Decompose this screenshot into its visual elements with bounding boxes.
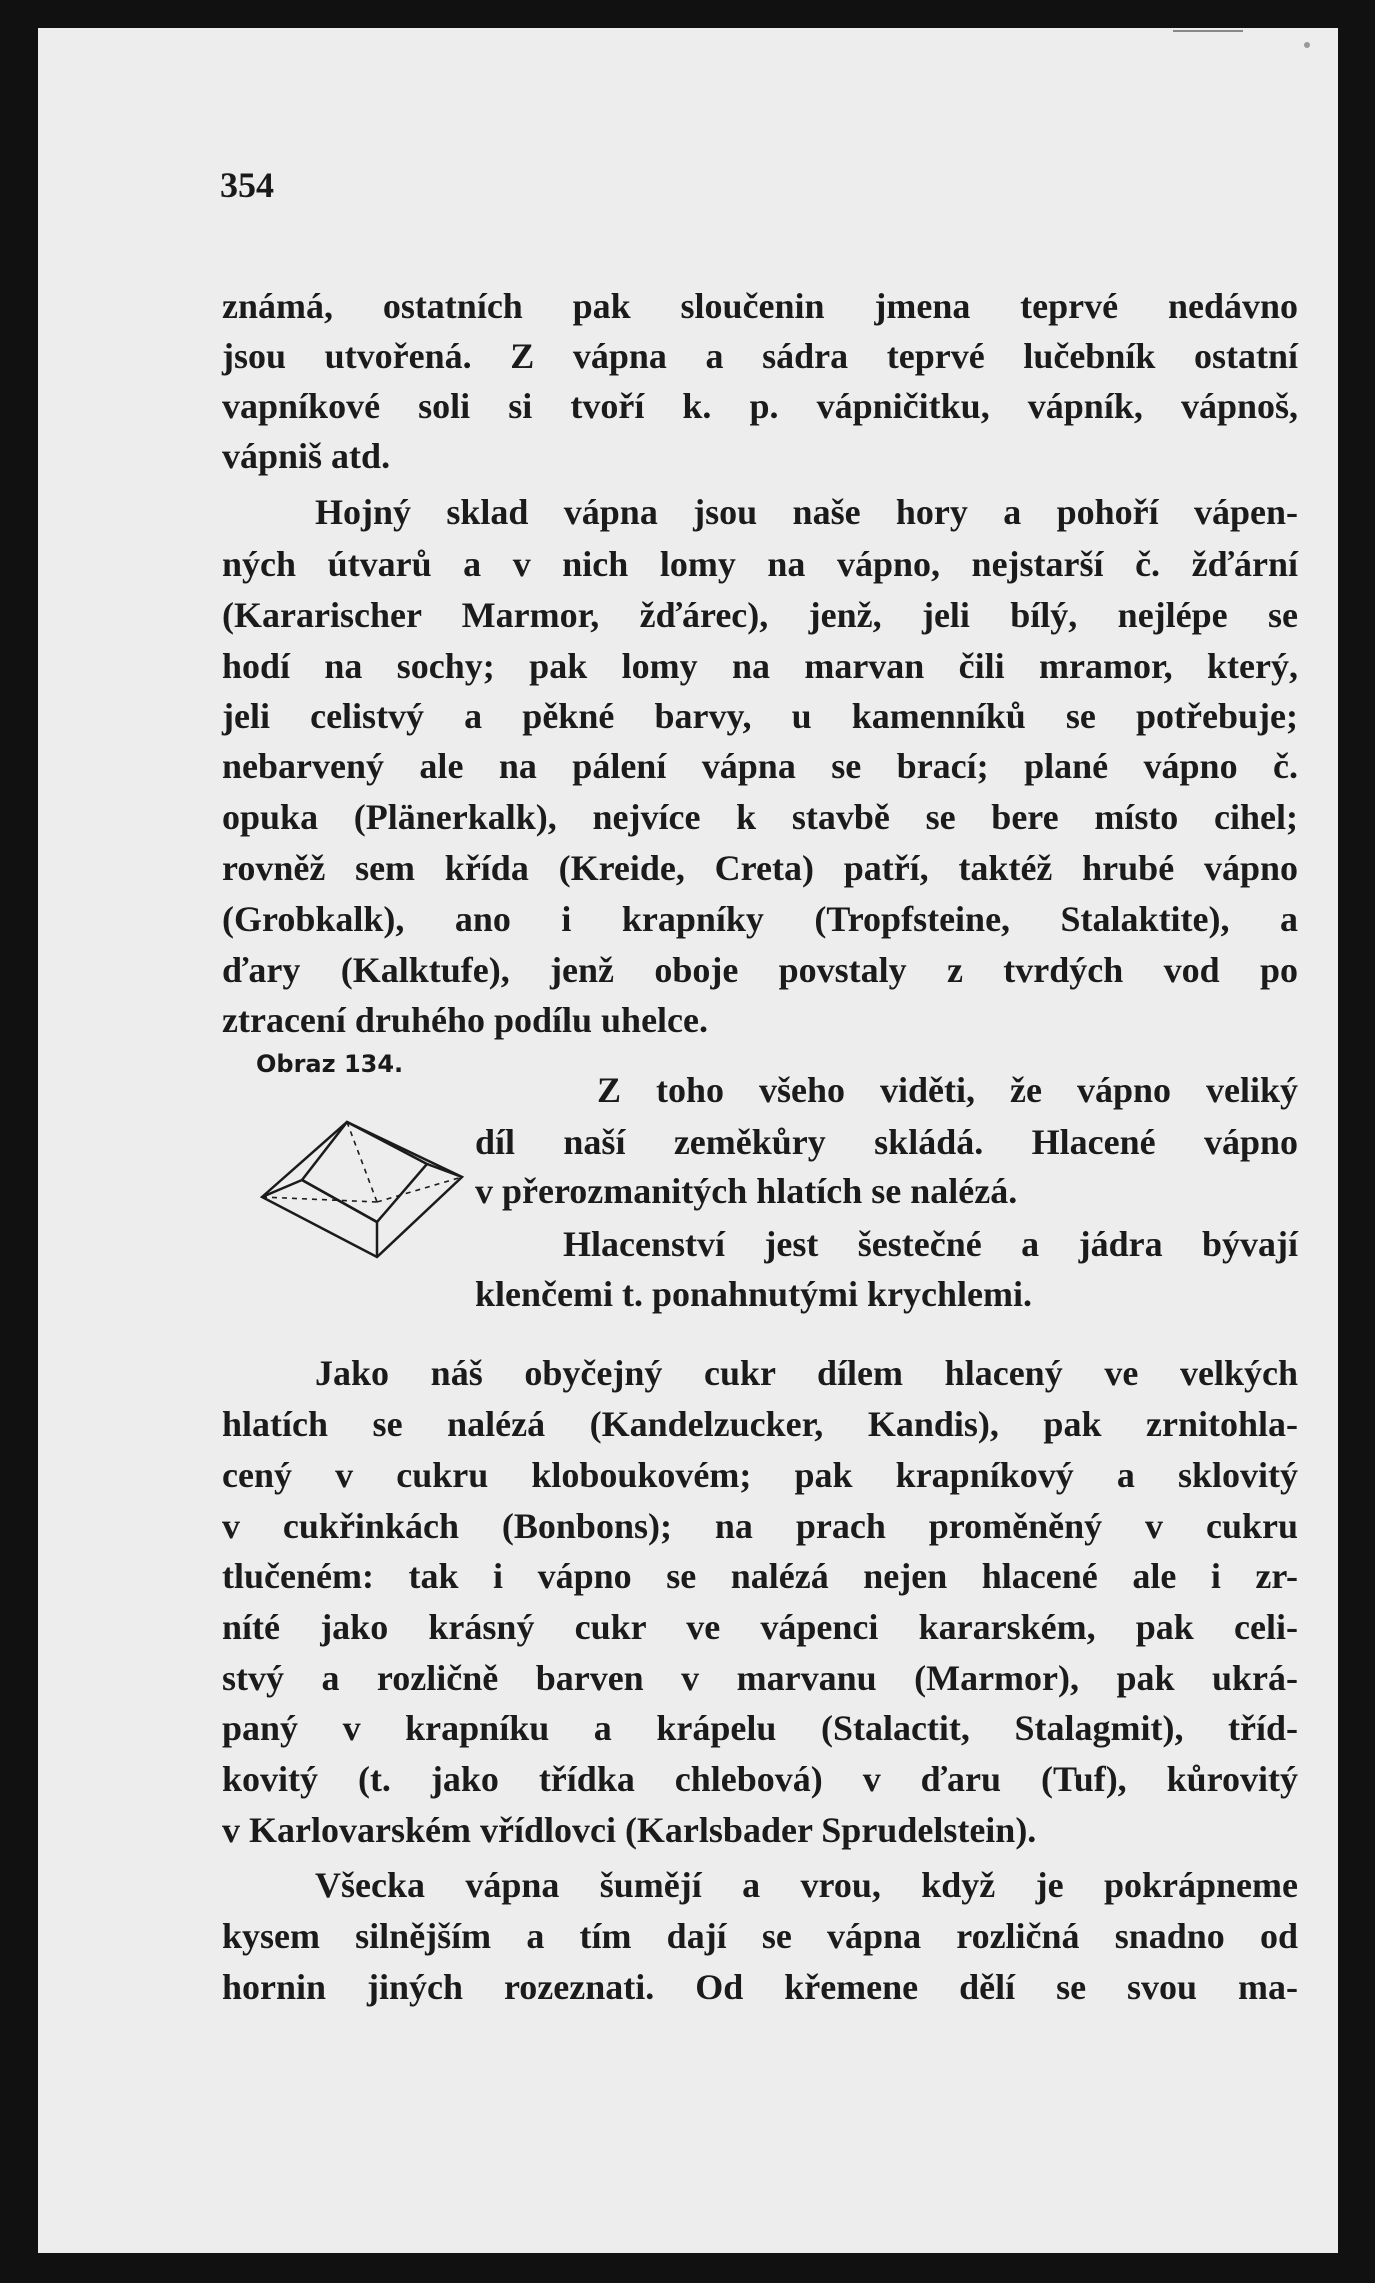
figure-caption: Obraz 134. (256, 1050, 404, 1078)
text-line: díl naší zeměkůry skládá. Hlacené vápno (475, 1122, 1298, 1162)
text-line: Hojný sklad vápna jsou naše hory a pohoří vápen- (315, 492, 1298, 532)
text-line: kysem silnějším a tím dají se vápna rozličná snadno od (222, 1916, 1298, 1956)
rhombohedron-figure (252, 1102, 472, 1267)
scan-edge-mark (1173, 30, 1243, 32)
figure-outline (262, 1122, 462, 1257)
text-line: jsou utvořená. Z vápna a sádra teprvé lučebník ostatní (222, 336, 1298, 376)
text-line: Z toho všeho viděti, že vápno veliký (597, 1070, 1298, 1110)
text-line: ných útvarů a v nich lomy na vápno, nejstarší č. žďární (222, 544, 1298, 584)
text-line: jeli celistvý a pěkné barvy, u kamenníků se potřebuje; (222, 696, 1298, 736)
text-line: v Karlovarském vřídlovci (Karlsbader Sprudelstein). (222, 1810, 1037, 1850)
text-line: rovněž sem křída (Kreide, Creta) patří, taktéž hrubé vápno (222, 848, 1298, 888)
text-line: (Kararischer Marmor, žďárec), jenž, jeli bílý, nejlépe se (222, 595, 1298, 635)
text-line: ztracení druhého podílu uhelce. (222, 1000, 709, 1040)
text-line: Jako náš obyčejný cukr dílem hlacený ve velkých (315, 1353, 1298, 1393)
text-line: klenčemi t. ponahnutými krychlemi. (475, 1274, 1033, 1314)
text-line: cený v cukru kloboukovém; pak krapníkový a sklovitý (222, 1455, 1298, 1495)
text-line: tlučeném: tak i vápno se nalézá nejen hlacené ale i zr- (222, 1556, 1298, 1596)
text-line: v cukřinkách (Bonbons); na prach proměněný v cukru (222, 1506, 1298, 1546)
text-line: paný v krapníku a krápelu (Stalactit, Stalagmit), tříd- (222, 1708, 1298, 1748)
text-line: opuka (Plänerkalk), nejvíce k stavbě se bere místo cihel; (222, 797, 1298, 837)
text-line: Všecka vápna šumějí a vrou, když je pokrápneme (315, 1865, 1298, 1905)
figure-top-face (302, 1122, 427, 1222)
text-line: známá, ostatních pak sloučenin jmena teprvé nedávno (222, 286, 1298, 326)
text-line: nebarvený ale na pálení vápna se brací; plané vápno č. (222, 746, 1298, 786)
text-line: v přerozmanitých hlatích se nalézá. (475, 1171, 1018, 1211)
text-line: stvý a rozličně barven v marvanu (Marmor), pak ukrá- (222, 1658, 1298, 1698)
scan-dust-dot (1304, 42, 1310, 48)
text-line: ďary (Kalktufe), jenž oboje povstaly z tvrdých vod po (222, 950, 1298, 990)
text-line: (Grobkalk), ano i krapníky (Tropfsteine, Stalaktite), a (222, 899, 1298, 939)
text-line: níté jako krásný cukr ve vápenci kararském, pak celi- (222, 1607, 1298, 1647)
text-line: kovitý (t. jako třídka chlebová) v ďaru (Tuf), kůrovitý (222, 1759, 1298, 1799)
text-line: hornin jiných rozeznati. Od křemene dělí se svou ma- (222, 1967, 1298, 2007)
text-line: vápniš atd. (222, 436, 391, 476)
page-number: 354 (220, 165, 274, 205)
text-line: vapníkové soli si tvoří k. p. vápničitku, vápník, vápnoš, (222, 386, 1298, 426)
text-line: hlatích se nalézá (Kandelzucker, Kandis), pak zrnitohla- (222, 1404, 1298, 1444)
text-line: Hlacenství jest šestečné a jádra bývají (563, 1224, 1298, 1264)
text-line: hodí na sochy; pak lomy na marvan čili mramor, který, (222, 646, 1298, 686)
